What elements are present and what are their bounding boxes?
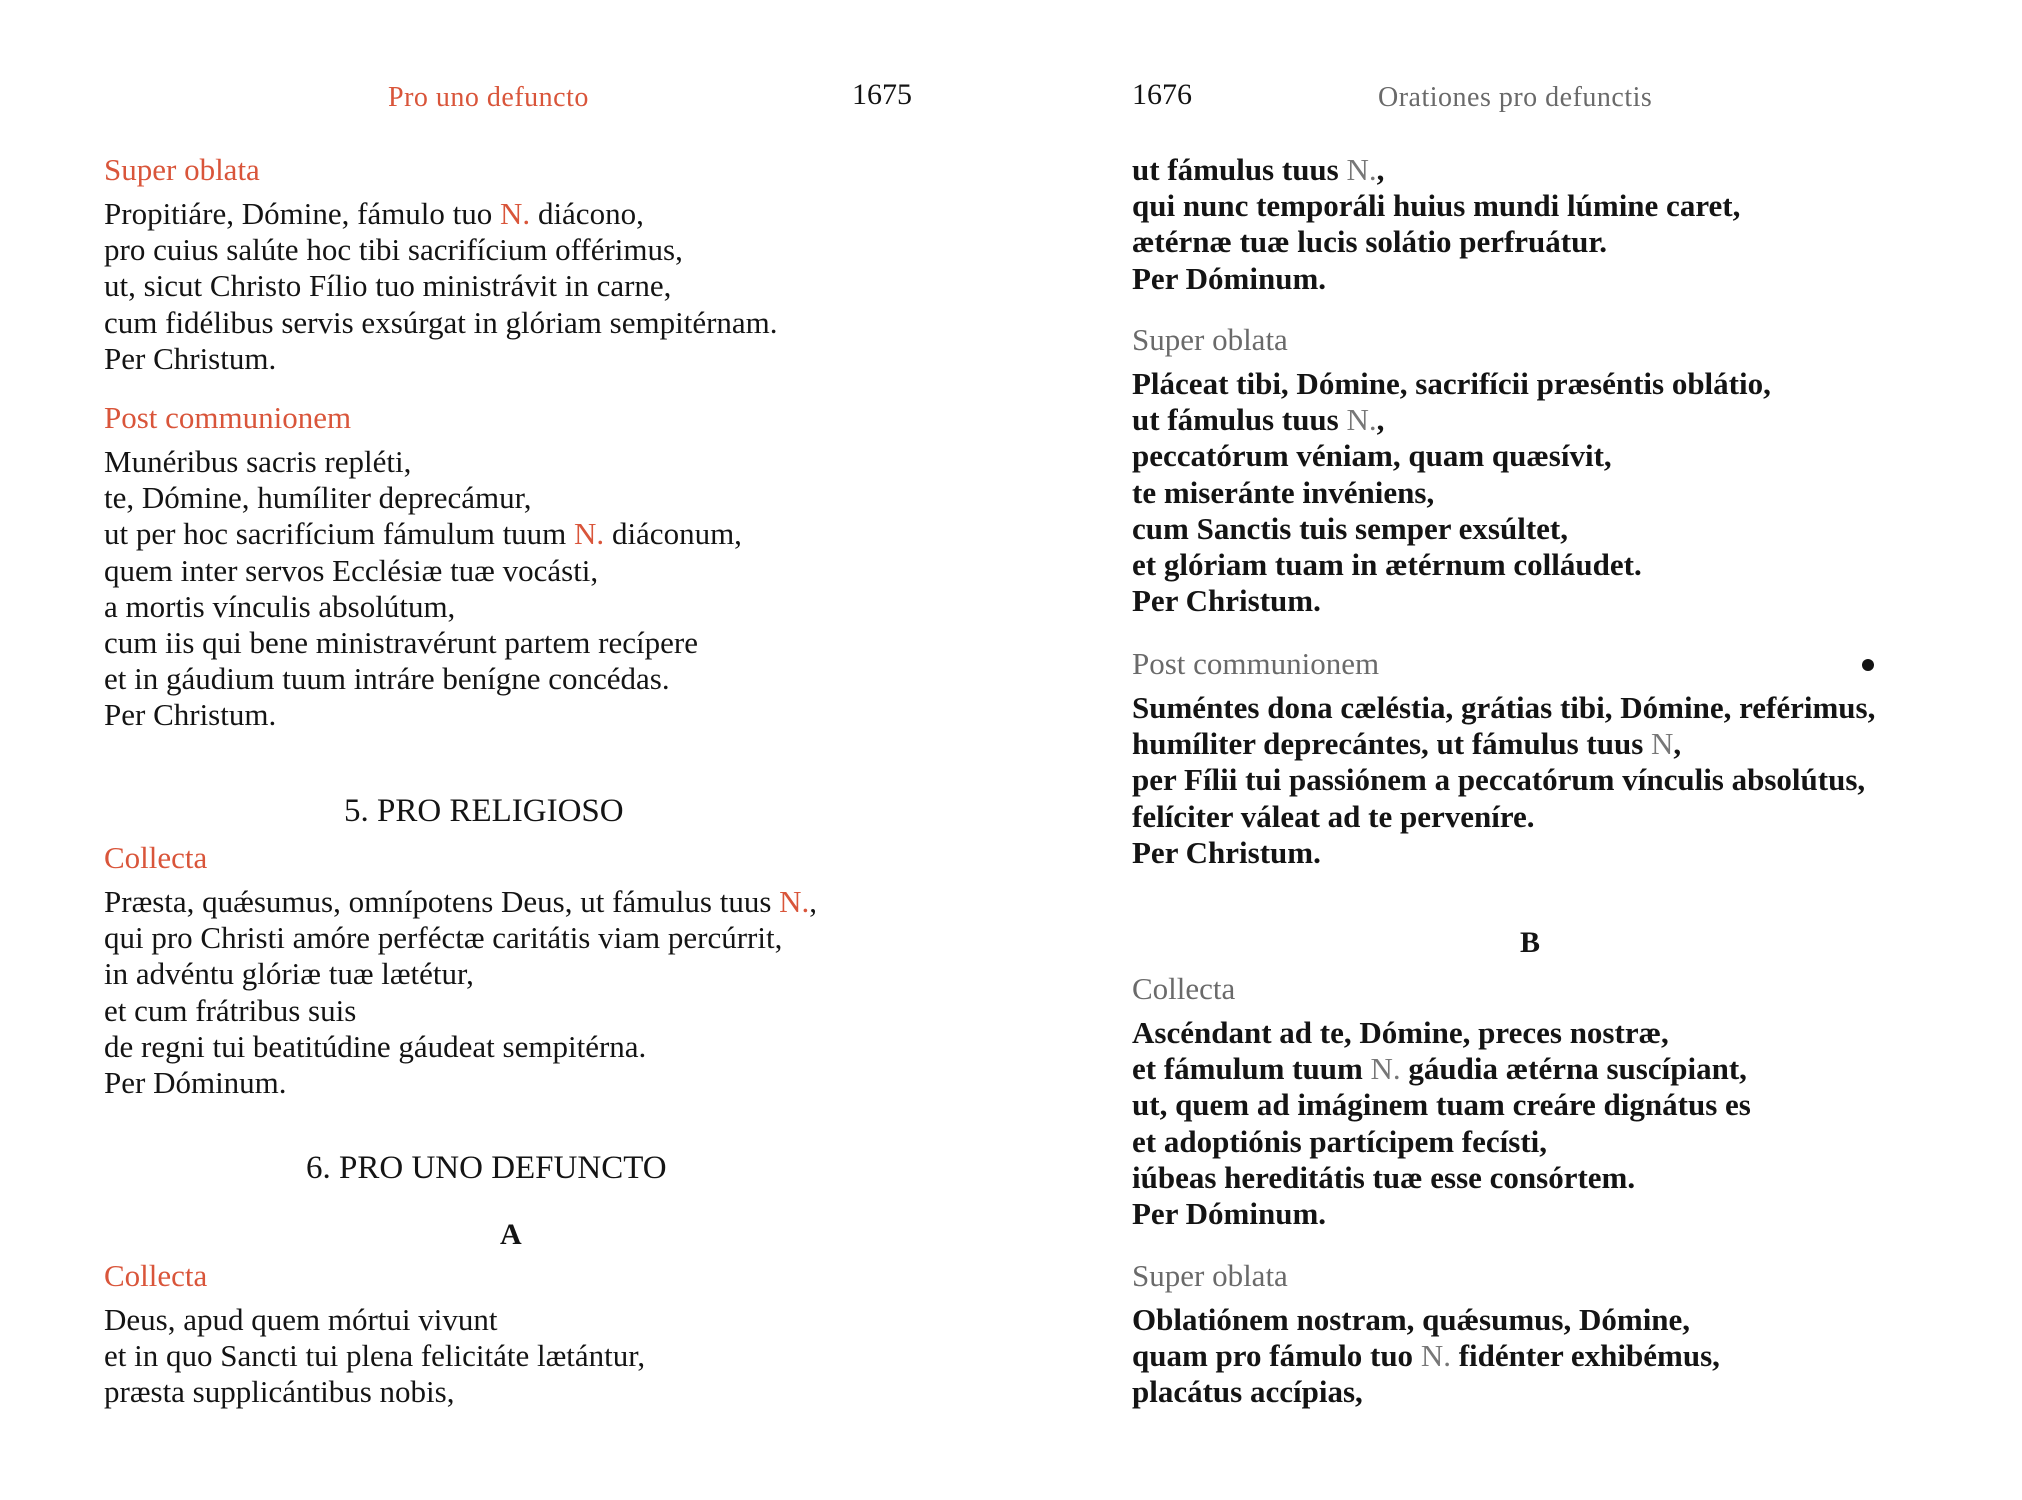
prayer-line: te miseránte invéniens, [1132, 474, 1435, 510]
prayer-text [104, 444, 742, 734]
prayer-line: te, Dómine, humíliter deprecámur, [104, 480, 532, 516]
prayer-line: Per Dóminum. [1132, 260, 1327, 296]
prayer-line: Deus, apud quem mórtui vivunt [104, 1302, 498, 1337]
prayer-line: Oblatiónem nostram, quǽsumus, Dómine, [1132, 1302, 1691, 1337]
prayer-line: et in gáudium tuum intráre benígne concédas. [104, 661, 670, 697]
prayer-line: Pláceat tibi, Dómine, sacrifícii præséntis oblátio, [1132, 366, 1771, 401]
prayer-line: iúbeas hereditátis tuæ esse consórtem. [1132, 1159, 1636, 1195]
left-section-collecta-religioso [104, 838, 817, 1101]
right-section-super-oblata-b [1132, 1256, 1720, 1411]
prayer-line: et cum frátribus suis [104, 992, 357, 1028]
prayer-line: quam pro fámulo tuo N. fidénter exhibémus, [1132, 1338, 1720, 1374]
rubric-super-oblata: Super oblata [1132, 1258, 1288, 1293]
section-heading-pro-uno-defuncto: 6. PRO UNO DEFUNCTO [306, 1150, 667, 1186]
prayer-text [104, 884, 817, 1101]
left-section-super-oblata [104, 150, 778, 377]
prayer-line: et adoptiónis partícipem fecísti, [1132, 1123, 1548, 1159]
prayer-line: cum Sanctis tuis semper exsúltet, [1132, 510, 1568, 546]
prayer-line: Propitiáre, Dómine, fámulo tuo N. diácono, [104, 196, 644, 231]
prayer-line: ætérnæ tuæ lucis solátio perfruátur. [1132, 224, 1608, 260]
prayer-line: qui nunc temporáli huius mundi lúmine caret, [1132, 188, 1741, 224]
name-marker: N. [1346, 402, 1377, 438]
prayer-line: ut, quem ad imáginem tuam creáre dignátus es [1132, 1087, 1751, 1123]
prayer-line: ut fámulus tuus N., [1132, 152, 1385, 187]
prayer-line: pro cuius salúte hoc tibi sacrifícium offérimus, [104, 232, 683, 268]
prayer-line: ut fámulus tuus N., [1132, 402, 1385, 438]
prayer-line: quem inter servos Ecclésiæ tuæ vocásti, [104, 552, 599, 588]
prayer-line: de regni tui beatitúdine gáudeat sempitérna. [104, 1028, 647, 1064]
name-marker: N. [1346, 152, 1377, 187]
prayer-line: humíliter deprecántes, ut fámulus tuus N, [1132, 726, 1682, 762]
prayer-line: Per Christum. [1132, 583, 1321, 619]
prayer-line: per Fílii tui passiónem a peccatórum vínculis absolútus, [1132, 762, 1866, 798]
right-running-head-title: Orationes pro defunctis [1378, 82, 1653, 113]
name-marker: N. [574, 516, 605, 552]
left-section-post-communionem [104, 398, 742, 734]
prayer-line: Per Dóminum. [104, 1065, 287, 1101]
rubric-collecta: Collecta [1132, 971, 1236, 1006]
prayer-text [1132, 1302, 1720, 1411]
stray-ink-dot [1862, 659, 1874, 671]
rubric-collecta: Collecta [104, 840, 208, 875]
prayer-line: Suméntes dona cæléstia, grátias tibi, Dómine, reférimus, [1132, 690, 1876, 725]
prayer-line: Præsta, quǽsumus, omnípotens Deus, ut fámulus tuus N., [104, 884, 818, 919]
prayer-line: qui pro Christi amóre perféctæ caritátis viam percúrrit, [104, 920, 783, 956]
prayer-text [1132, 152, 1740, 297]
prayer-line: cum fidélibus servis exsúrgat in glóriam sempitérnam. [104, 304, 778, 340]
section-heading-pro-religioso: 5. PRO RELIGIOSO [344, 793, 624, 829]
prayer-line: ut per hoc sacrifícium fámulum tuum N. diáconum, [104, 516, 742, 552]
prayer-line: Per Christum. [1132, 834, 1321, 870]
name-marker: N. [1370, 1051, 1401, 1087]
prayer-line: cum iis qui bene ministravérunt partem recípere [104, 625, 698, 661]
right-section-continuation [1132, 152, 1740, 297]
right-page-number: 1676 [1132, 78, 1192, 111]
left-page-number: 1675 [852, 78, 912, 111]
left-section-collecta-defuncto [104, 1256, 645, 1411]
prayer-line: et fámulum tuum N. gáudia ætérna suscípiant, [1132, 1051, 1747, 1087]
prayer-line: Ascéndant ad te, Dómine, preces nostræ, [1132, 1015, 1669, 1050]
rubric-super-oblata: Super oblata [1132, 322, 1288, 357]
form-letter-a: A [500, 1218, 522, 1251]
prayer-line: præsta supplicántibus nobis, [104, 1374, 455, 1410]
rubric-super-oblata: Super oblata [104, 152, 260, 187]
name-marker: N. [1420, 1338, 1451, 1374]
prayer-text [104, 196, 778, 377]
rubric-post-communionem: Post communionem [104, 400, 352, 435]
rubric-collecta: Collecta [104, 1258, 208, 1293]
name-marker: N [1651, 726, 1674, 762]
name-marker: N. [779, 884, 810, 919]
prayer-line: a mortis vínculis absolútum, [104, 588, 456, 624]
rubric-post-communionem: Post communionem [1132, 646, 1380, 681]
prayer-text [104, 1302, 645, 1411]
right-section-post-communionem [1132, 644, 1875, 871]
form-letter-b: B [1520, 926, 1541, 959]
prayer-line: et in quo Sancti tui plena felicitáte lætántur, [104, 1338, 646, 1374]
prayer-line: Per Dóminum. [1132, 1196, 1327, 1232]
prayer-line: placátus accípias, [1132, 1374, 1363, 1410]
prayer-text [1132, 366, 1771, 619]
prayer-text [1132, 1015, 1751, 1232]
name-marker: N. [500, 196, 531, 231]
prayer-line: et glóriam tuam in ætérnum colláudet. [1132, 547, 1642, 583]
prayer-line: in advéntu glóriæ tuæ lætétur, [104, 956, 474, 992]
prayer-text [1132, 690, 1875, 871]
prayer-line: ut, sicut Christo Fílio tuo ministrávit in carne, [104, 268, 672, 304]
right-section-collecta [1132, 969, 1751, 1232]
prayer-line: Munéribus sacris repléti, [104, 444, 412, 479]
prayer-line: Per Christum. [104, 697, 277, 733]
prayer-line: felíciter váleat ad te perveníre. [1132, 798, 1535, 834]
right-page [1080, 0, 2022, 1500]
prayer-line: Per Christum. [104, 340, 277, 376]
left-running-head-title: Pro uno defuncto [388, 82, 589, 113]
prayer-line: peccatórum véniam, quam quæsívit, [1132, 438, 1612, 474]
right-section-super-oblata [1132, 320, 1771, 619]
